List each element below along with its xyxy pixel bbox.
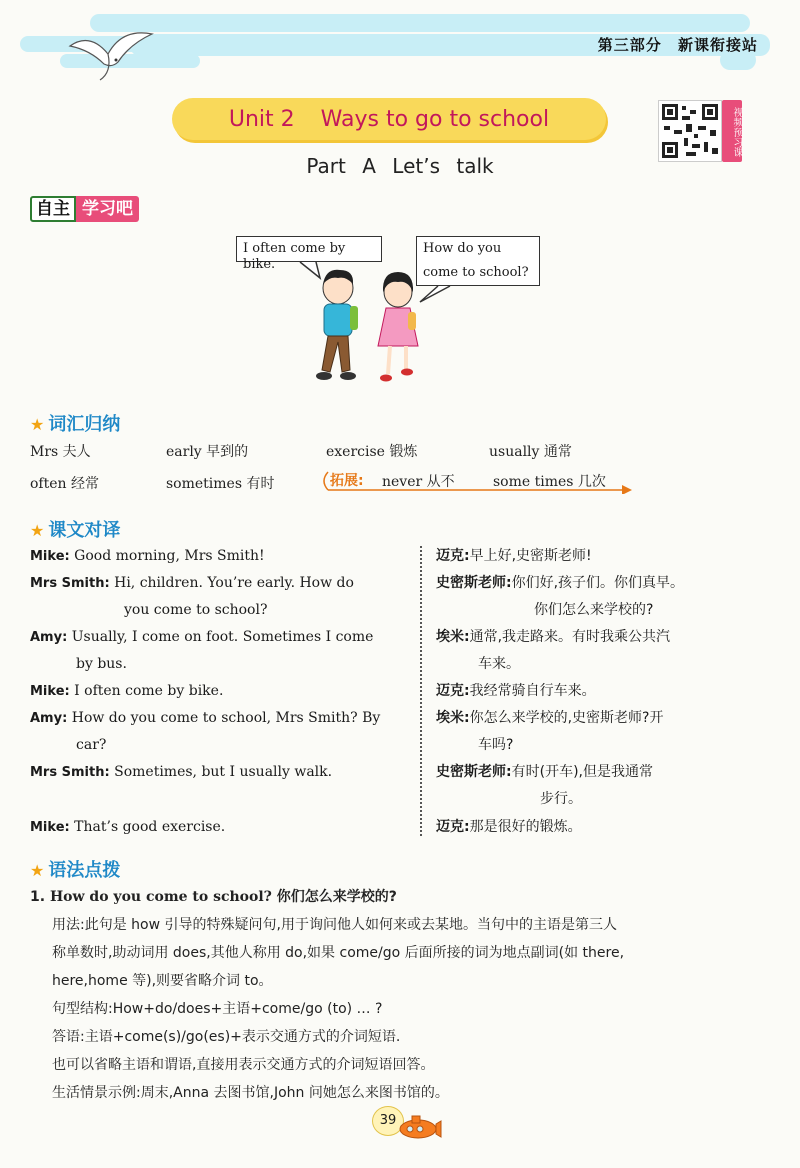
star-icon: ★ [30, 861, 45, 880]
speaker: Mike: [30, 684, 70, 699]
star-icon: ★ [30, 415, 45, 434]
grammar-line: 生活情景示例:周末,Anna 去图书馆,John 问她怎么来图书馆的。 [52, 1085, 449, 1101]
dialogue-line-zh [436, 705, 664, 732]
dialogue-divider [420, 546, 422, 836]
dialogue-line-zh-cont: 车来。 [478, 656, 520, 672]
seagull-icon [60, 24, 160, 84]
unit-number: Unit 2 [228, 106, 295, 132]
line-text: 你怎么来学校的,史密斯老师?开 [469, 710, 664, 726]
grammar-heading-text: 语法点拨 [48, 860, 121, 881]
vocab-extension-item: never 从不 [382, 474, 455, 490]
dialogue-line-zh-cont: 你们怎么来学校的? [534, 602, 654, 618]
dialogue-line-zh [436, 814, 582, 841]
speaker: 史密斯老师: [436, 764, 512, 780]
part-name: Let’s talk [392, 154, 494, 178]
dialogue-line-zh [436, 624, 670, 651]
dialogue-line-en [30, 543, 265, 570]
grammar-line: 句型结构:How+do/does+主语+come/go (to) … ? [52, 1001, 383, 1017]
dialogue-line-en [30, 678, 223, 705]
page-number: 39 [372, 1106, 404, 1136]
line-text: That’s good exercise. [74, 819, 226, 835]
line-text: 那是很好的锻炼。 [469, 819, 582, 835]
speaker: Mike: [30, 549, 70, 564]
vocab-heading [30, 410, 120, 436]
line-text: Usually, I come on foot. Sometimes I come [71, 629, 374, 645]
speaker: 迈克: [436, 548, 470, 564]
study-badge-right: 学习吧 [76, 196, 139, 222]
study-badge-left: 自主 [30, 196, 76, 222]
line-text: 有时(开车),但是我通常 [511, 764, 653, 780]
dialogue-line-zh [436, 570, 684, 597]
submarine-icon [396, 1112, 442, 1142]
header-section: 第三部分 [597, 36, 662, 54]
grammar-line: 用法:此句是 how 引导的特殊疑问句,用于询问他人如何来或去某地。当句中的主语是第三人 [52, 917, 617, 933]
speaker: Amy: [30, 711, 68, 726]
unit-title [172, 98, 606, 140]
dialogue-line-en [30, 570, 354, 597]
extension-label: 拓展: [330, 473, 364, 489]
qr-label: 视频预习课 [722, 100, 742, 162]
line-text: 早上好,史密斯老师! [469, 548, 592, 564]
dialogue-line-en [30, 759, 332, 786]
dialogue-line-en-cont: car? [76, 737, 107, 753]
speaker: 迈克: [436, 819, 470, 835]
vocab-item: usually 通常 [489, 444, 572, 460]
grammar-item-number: 1. [30, 889, 46, 905]
line-text: I often come by bike. [74, 683, 224, 699]
dialogue-heading-text: 课文对译 [48, 520, 121, 541]
grammar-heading [30, 856, 120, 882]
vocab-item: early 早到的 [166, 444, 249, 460]
speaker: Mrs Smith: [30, 576, 110, 591]
header-section-label [588, 34, 758, 55]
grammar-item-title [30, 883, 397, 911]
grammar-item-zh: 你们怎么来学校的? [276, 889, 397, 905]
vocab-item: exercise 锻炼 [326, 444, 418, 460]
dialogue-heading [30, 516, 120, 542]
line-text: Good morning, Mrs Smith! [74, 548, 265, 564]
dialogue-line-zh [436, 759, 653, 786]
vocab-item: Mrs 夫人 [30, 444, 91, 460]
line-text: Sometimes, but I usually walk. [114, 764, 333, 780]
speaker: Mike: [30, 820, 70, 835]
grammar-line: 也可以省略主语和谓语,直接用表示交通方式的介词短语回答。 [52, 1057, 435, 1073]
dialogue-line-zh [436, 543, 592, 570]
dialogue-line-zh-cont: 车吗? [478, 737, 514, 753]
dialogue-line-zh [436, 678, 596, 705]
header-subtitle: 新课衔接站 [677, 36, 758, 54]
speaker: 埃米: [436, 629, 470, 645]
dialogue-line-en-cont: by bus. [76, 656, 127, 672]
dialogue-line-en [30, 624, 373, 651]
dialogue-line-zh-cont: 步行。 [540, 791, 582, 807]
grammar-item-en: How do you come to school? [49, 889, 272, 905]
speaker: Mrs Smith: [30, 765, 110, 780]
vocab-extension-item: some times 几次 [493, 474, 606, 490]
dialogue-line-en-cont: you come to school? [124, 602, 268, 618]
boy-speech-bubble: I often come by bike. [236, 236, 382, 262]
grammar-line: 答语:主语+come(s)/go(es)+表示交通方式的介词短语. [52, 1029, 401, 1045]
line-text: 你们好,孩子们。你们真早。 [511, 575, 685, 591]
grammar-line: here,home 等),则要省略介词 to。 [52, 973, 273, 989]
girl-speech-bubble: How do you come to school? [416, 236, 540, 286]
children-illustration [280, 258, 480, 390]
line-text: How do you come to school, Mrs Smith? By [71, 710, 381, 726]
speaker: 埃米: [436, 710, 470, 726]
qr-code[interactable] [658, 100, 722, 162]
speaker: 史密斯老师: [436, 575, 512, 591]
line-text: 我经常骑自行车来。 [469, 683, 596, 699]
part-label: Part A [306, 154, 376, 178]
vocab-heading-text: 词汇归纳 [48, 414, 121, 435]
unit-name: Ways to go to school [320, 106, 550, 132]
qr-code-icon [662, 104, 718, 158]
star-icon: ★ [30, 521, 45, 540]
vocab-item: often 经常 [30, 476, 99, 492]
speaker: Amy: [30, 630, 68, 645]
grammar-line: 称单数时,助动词用 does,其他人称用 do,如果 come/go 后面所接的词为地点副词(如 there, [52, 945, 625, 961]
dialogue-line-en [30, 814, 225, 841]
line-text: Hi, children. You’re early. How do [114, 575, 354, 591]
line-text: 通常,我走路来。有时我乘公共汽 [469, 629, 671, 645]
vocab-item: sometimes 有时 [166, 476, 275, 492]
study-badge [30, 196, 139, 222]
dialogue-line-en [30, 705, 380, 732]
speaker: 迈克: [436, 683, 470, 699]
